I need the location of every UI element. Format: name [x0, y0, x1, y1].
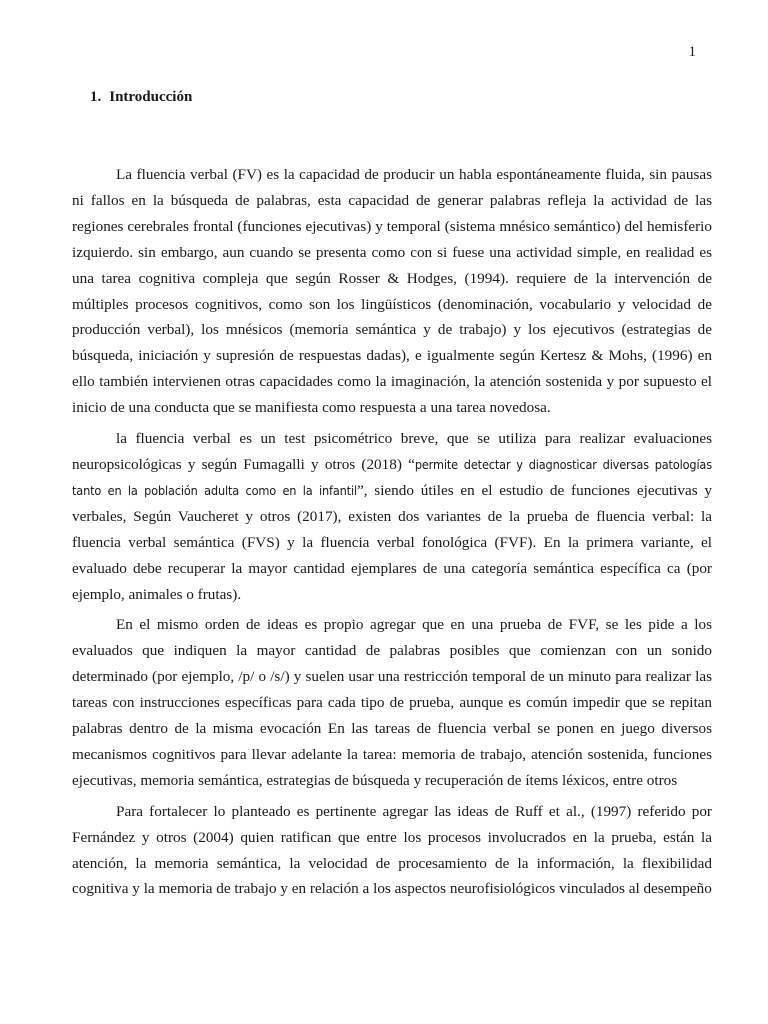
- paragraph-3: En el mismo orden de ideas es propio agregar que en una prueba de FVF, se les pide a los evaluados que indiquen la mayor cantidad de palabras posibles que comienzan con un sonido determinado (por ejemplo, /p/ o /s/) y suelen usar una restricción temporal de un minuto para realizar las tareas con instrucciones específicas para cada tipo de prueba, aunque es común impedir que se repitan palabras dentro de la misma evocación En las tareas de fluencia verbal se ponen en juego diversos mecanismos cognitivos para llevar adelante la tarea: memoria de trabajo, atención sostenida, funciones ejecutivas, memoria semántica, estrategias de búsqueda y recuperación de ítems léxicos, entre otros: [72, 616, 712, 789]
- section-heading: [90, 89, 192, 106]
- section-title: Introducción: [109, 89, 193, 105]
- paragraph-2-rest: ”, siendo útiles en el estudio de funciones ejecutivas y verbales, Según Vaucheret y otros (2017), existen dos variantes de la prueba de fluencia verbal: la fluencia verbal semántica (FVS) y la fluencia verbal fonológica (FVF). En la primera variante, el evaluado debe recuperar la mayor cantidad ejemplares de una categoría semántica específica ca (por ejemplo, animales o frutas).: [72, 481, 712, 603]
- body-text: [72, 162, 712, 907]
- paragraph-2: [72, 426, 712, 607]
- paragraph-1: La fluencia verbal (FV) es la capacidad de producir un habla espontáneamente fluida, sin pausas ni fallos en la búsqueda de palabras, esta capacidad de generar palabras refleja la actividad de las regiones cerebrales frontal (funciones ejecutivas) y temporal (sistema mnésico semántico) del hemisferio izquierdo. sin embargo, aun cuando se presenta como con si fuese una actividad simple, en realidad es una tarea cognitiva compleja que según Rosser & Hodges, (1994). requiere de la intervención de múltiples procesos cognitivos, como son los lingüísticos (denominación, vocabulario y velocidad de producción verbal), los mnésicos (memoria semántica y de trabajo) y los ejecutivos (estrategias de búsqueda, iniciación y supresión de respuestas dadas), e igualmente según Kertesz & Mohs, (1996) en ello también intervienen otras capacidades como la imaginación, la atención sostenida y por supuesto el inicio de una conducta que se manifiesta como respuesta a una tarea novedosa.: [72, 166, 712, 417]
- section-number: 1.: [90, 89, 102, 105]
- page-number: 1: [688, 44, 696, 60]
- paragraph-4: Para fortalecer lo planteado es pertinente agregar las ideas de Ruff et al., (1997) referido por Fernández y otros (2004) quien ratifican que entre los procesos involucrados en la prueba, están la atención, la memoria semántica, la velocidad de procesamiento de la información, la flexibilidad cognitiva y la memoria de trabajo y en relación a los aspectos neurofisiológicos vinculados al desempeño: [72, 802, 712, 898]
- cited-quote: permite detectar y diagnosticar diversas patologías tanto en la población adulta como en la infantil: [72, 456, 712, 498]
- paragraph-2-intro: la fluencia verbal es un test psicométrico breve, que se utiliza para realizar evaluaciones neuropsicológicas y según Fumagalli y otros (2018) “: [72, 430, 712, 473]
